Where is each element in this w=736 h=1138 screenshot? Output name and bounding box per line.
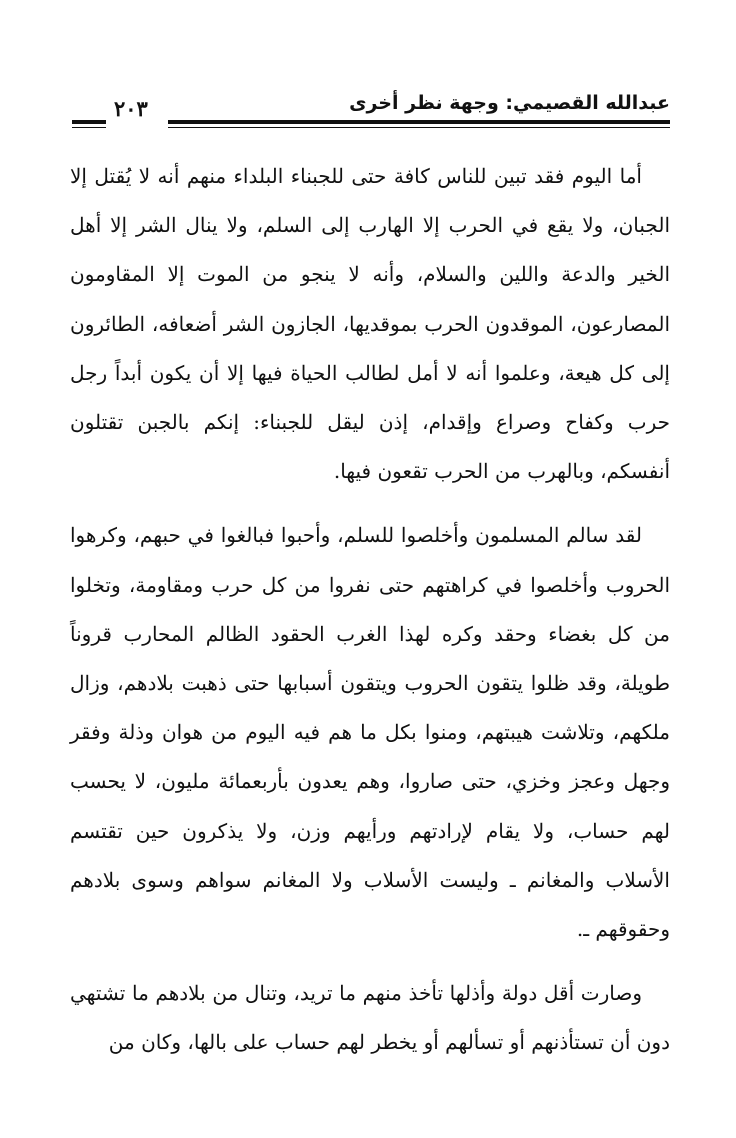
- paragraph-3: وصارت أقل دولة وأذلها تأخذ منهم ما تريد، وتنال من بلادهم ما تشتهي دون أن تستأذنهم أو تسألهم أو يخطر لهم حساب على بالها، وكان من: [70, 981, 670, 1055]
- running-header: [70, 92, 670, 132]
- header-rule-thin: [168, 127, 670, 128]
- body-text: [70, 152, 670, 1068]
- page-number-rule: [72, 120, 106, 124]
- paragraph-2: لقد سالم المسلمون وأخلصوا للسلم، وأحبوا فبالغوا في حبهم، وكرهوا الحروب وأخلصوا في كراهتهم حتى نفروا من كل حرب ومقاومة، وتخلوا من كل بغضاء وحقد وكره لهذا الغرب الحقود الظالم المحارب قروناً طويلة، وقد ظلوا يتقون الحروب ويتقون أسبابها حتى ذهبت بلادهم، وزال ملكهم، وتلاشت هيبتهم، ومنوا بكل ما هم فيه اليوم من هوان وذلة وفقر وجهل وعجز وخزي، حتى صاروا، وهم يعدون بأربعمائة مليون، لا يحسب لهم حساب، ولا يقام لإرادتهم ورأيهم وزن، ولا يذكرون حين تقتسم الأسلاب والمغانم ـ وليست الأسلاب ولا المغانم سواهم وسوى بلادهم وحقوقهم ـ.: [70, 523, 670, 942]
- paragraph-1: أما اليوم فقد تبين للناس كافة حتى للجبناء البلداء منهم أنه لا يُقتل إلا الجبان، ولا يقع في الحرب إلا الهارب إلى السلم، ولا ينال الشر إلا أهل الخير والدعة واللين والسلام، وأنه لا ينجو من الموت إلا المقاومون المصارعون، الموقدون الحرب بموقديها، الجازون الشر أضعافه، الطائرون إلى كل هيعة، وعلموا أنه لا أمل لطالب الحياة فيها إلا أن يكون أبداً رجل حرب وكفاح وصراع وإقدام، إذن ليقل للجبناء: إنكم بالجبن تقتلون أنفسكم، وبالهرب من الحرب تقعون فيها.: [70, 164, 670, 484]
- page-number: ٢٠٣: [114, 96, 148, 121]
- header-rule: [168, 120, 670, 124]
- page-number-rule-thin: [72, 127, 106, 128]
- running-header-title: عبدالله القصيمي: وجهة نظر أخرى: [349, 92, 670, 114]
